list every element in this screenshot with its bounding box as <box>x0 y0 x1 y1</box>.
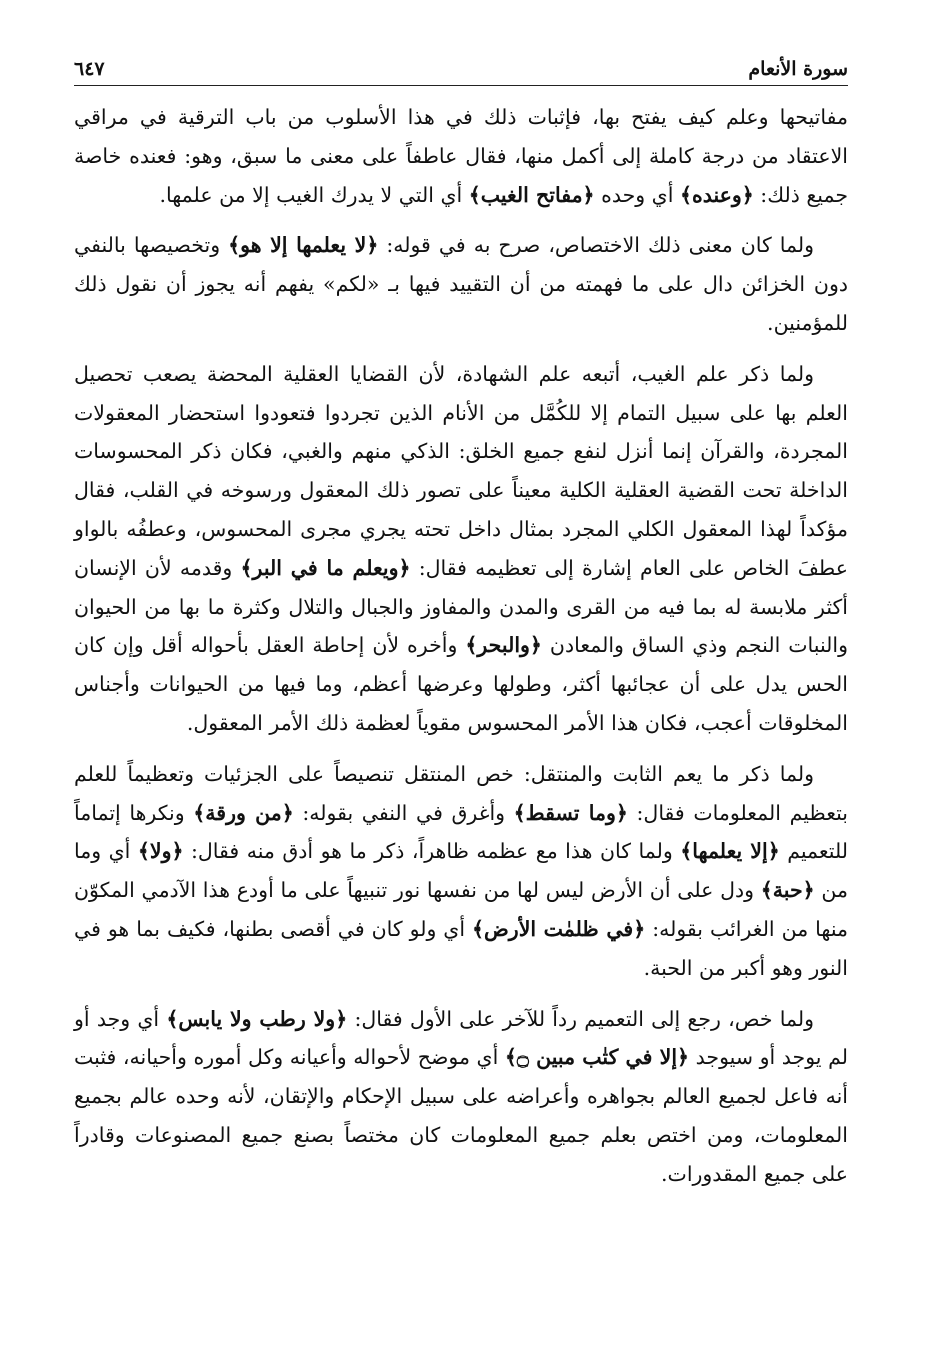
paragraph-text: ولما خص، رجع إلى التعميم رداً للآخر على الأول فقال: <box>347 1006 814 1031</box>
paragraph <box>74 98 848 214</box>
paragraph-text: ولما ذكر علم الغيب، أتبعه علم الشهادة، لأن القضايا العقلية المحضة يصعب تحصيل العلم بها على سبيل التمام إلا للكُمَّل من الأنام الذين تجردوا فتعودوا استحضار المعقولات المجردة، والقرآن إنما أنزل لنفع جميع الخلق: الذكي منهم والغبي، فكان ذكر المحسوسات الداخلة تحت القضية العقلية الكلية معيناً على تصور ذلك المعقول ورسوخه في القلب، فقال مؤكداً لهذا المعقول الكلي المجرد بمثال داخل تحته يجري مجرى المحسوس، وعطفُه بالواو عطفَ الخاص على العام إشارة إلى تعظيمه فقال: <box>74 361 848 580</box>
paragraph <box>74 755 848 988</box>
paragraph <box>74 355 848 743</box>
quran-quote: ﴿ولا﴾ <box>137 839 184 864</box>
quran-quote: ﴿ولا رطب ولا يابس﴾ <box>166 1006 348 1031</box>
paragraph-text: وأخره لأن إحاطة العقل بأحواله أقل وإن كان الحس يدل على أن عجائبها أكثر، وطولها وعرضها أعظم، وما فيها من الحيوانات وأجناس المخلوقات أعجب، فكان هذا الأمر المحسوس مقوياً لعظمة ذلك الأمر المعقول. <box>74 633 848 735</box>
page-header <box>74 52 848 86</box>
paragraph-text: ولما ذكر ما يعم الثابت والمنتقل: خص المنتقل تنصيصاً على الجزئيات وتعظيماً للعلم بتعظيم المعلومات فقال: <box>74 761 848 825</box>
quran-quote: ﴿إلا في كتٰب مبين ۝﴾ <box>504 1045 690 1070</box>
paragraph-text: ودل على أن الأرض ليس لها من نفسها نور تنبيهاً على ما أودع هذا الآدمي المكوّن منها من الغرائب بقوله: <box>74 878 848 941</box>
paragraph-text: ولما كان معنى ذلك الاختصاص، صرح به في قوله: <box>378 233 815 258</box>
quran-quote: ﴿وما تسقط﴾ <box>513 800 628 825</box>
paragraph-text: وقدمه لأن الإنسان أكثر ملابسة له بما فيه من القرى والمدن والمفاوز والجبال والتلال وكثرة ما بها من الحيوان والنبات النجم وذي الساق والمعادن <box>74 555 848 658</box>
paragraph-text: وتخصيصها بالنفي دون الخزائن دال على ما فهمته من أن التقييد فيها بـ «لكم» يفهم أنه يجوز أن نقول ذلك للمؤمنين. <box>74 233 848 335</box>
page-number: ٦٤٧ <box>74 58 105 80</box>
quran-quote: ﴿والبحر﴾ <box>465 633 542 658</box>
paragraph-text: أي وجد أو لم يوجد أو سيوجد <box>74 1006 848 1070</box>
quran-quote: ﴿مفاتح الغيب﴾ <box>468 182 595 207</box>
quran-quote: ﴿وعنده﴾ <box>679 182 754 207</box>
paragraph-text: أي ولو كان في أقصى بطنها، فكيف بما هو في النور وهو أكبر من الحبة. <box>74 916 848 980</box>
running-title: سورة الأنعام <box>748 58 848 80</box>
paragraph-text: وأغرق في النفي بقوله: <box>293 800 514 825</box>
paragraph-text: ونكرها إتماماً للتعميم <box>74 800 849 864</box>
paragraph <box>74 1000 848 1194</box>
header-rule <box>74 85 848 86</box>
quran-quote: ﴿من ورقة﴾ <box>193 800 294 825</box>
page-body <box>74 98 848 1206</box>
paragraph-text: مفاتيحها وعلم كيف يفتح بها، فإثبات ذلك في هذا الأسلوب من باب الترقية في مراقي الاعتقاد من درجة كاملة إلى أكمل منها، فقال عاطفاً على معنى ما سبق، وهو: فعنده خاصة جميع ذلك: <box>74 105 848 207</box>
paragraph-text: أي وحده <box>594 182 680 207</box>
quran-quote: ﴿في ظلمٰت الأرض﴾ <box>472 916 646 941</box>
quran-quote: ﴿إلا يعلمها﴾ <box>680 839 780 864</box>
paragraph-text: أي موضح لأحواله وأعيانه وكل أموره وأحيانه، فثبت أنه فاعل لجميع العالم بجواهره وأعراضه على سبيل الإحكام والإتقان، لأنه وحده عالم بجميع المعلومات، ومن اختص بعلم جميع المعلومات كان مختصاً بصنع جميع المصنوعات وقادراً على جميع المقدورات. <box>74 1045 848 1186</box>
paragraph-text: أي التي لا يدرك الغيب إلا من علمها. <box>159 182 469 207</box>
paragraph-text: ولما كان هذا مع عظمه ظاهراً، ذكر ما هو أدق منه فقال: <box>183 839 681 864</box>
quran-quote: ﴿حبة﴾ <box>760 878 815 903</box>
paragraph <box>74 226 848 342</box>
quran-quote: ﴿ويعلم ما في البر﴾ <box>240 555 411 580</box>
paragraph-text: أي وما من <box>74 839 848 903</box>
quran-quote: ﴿لا يعلمها إلا هو﴾ <box>228 233 379 258</box>
